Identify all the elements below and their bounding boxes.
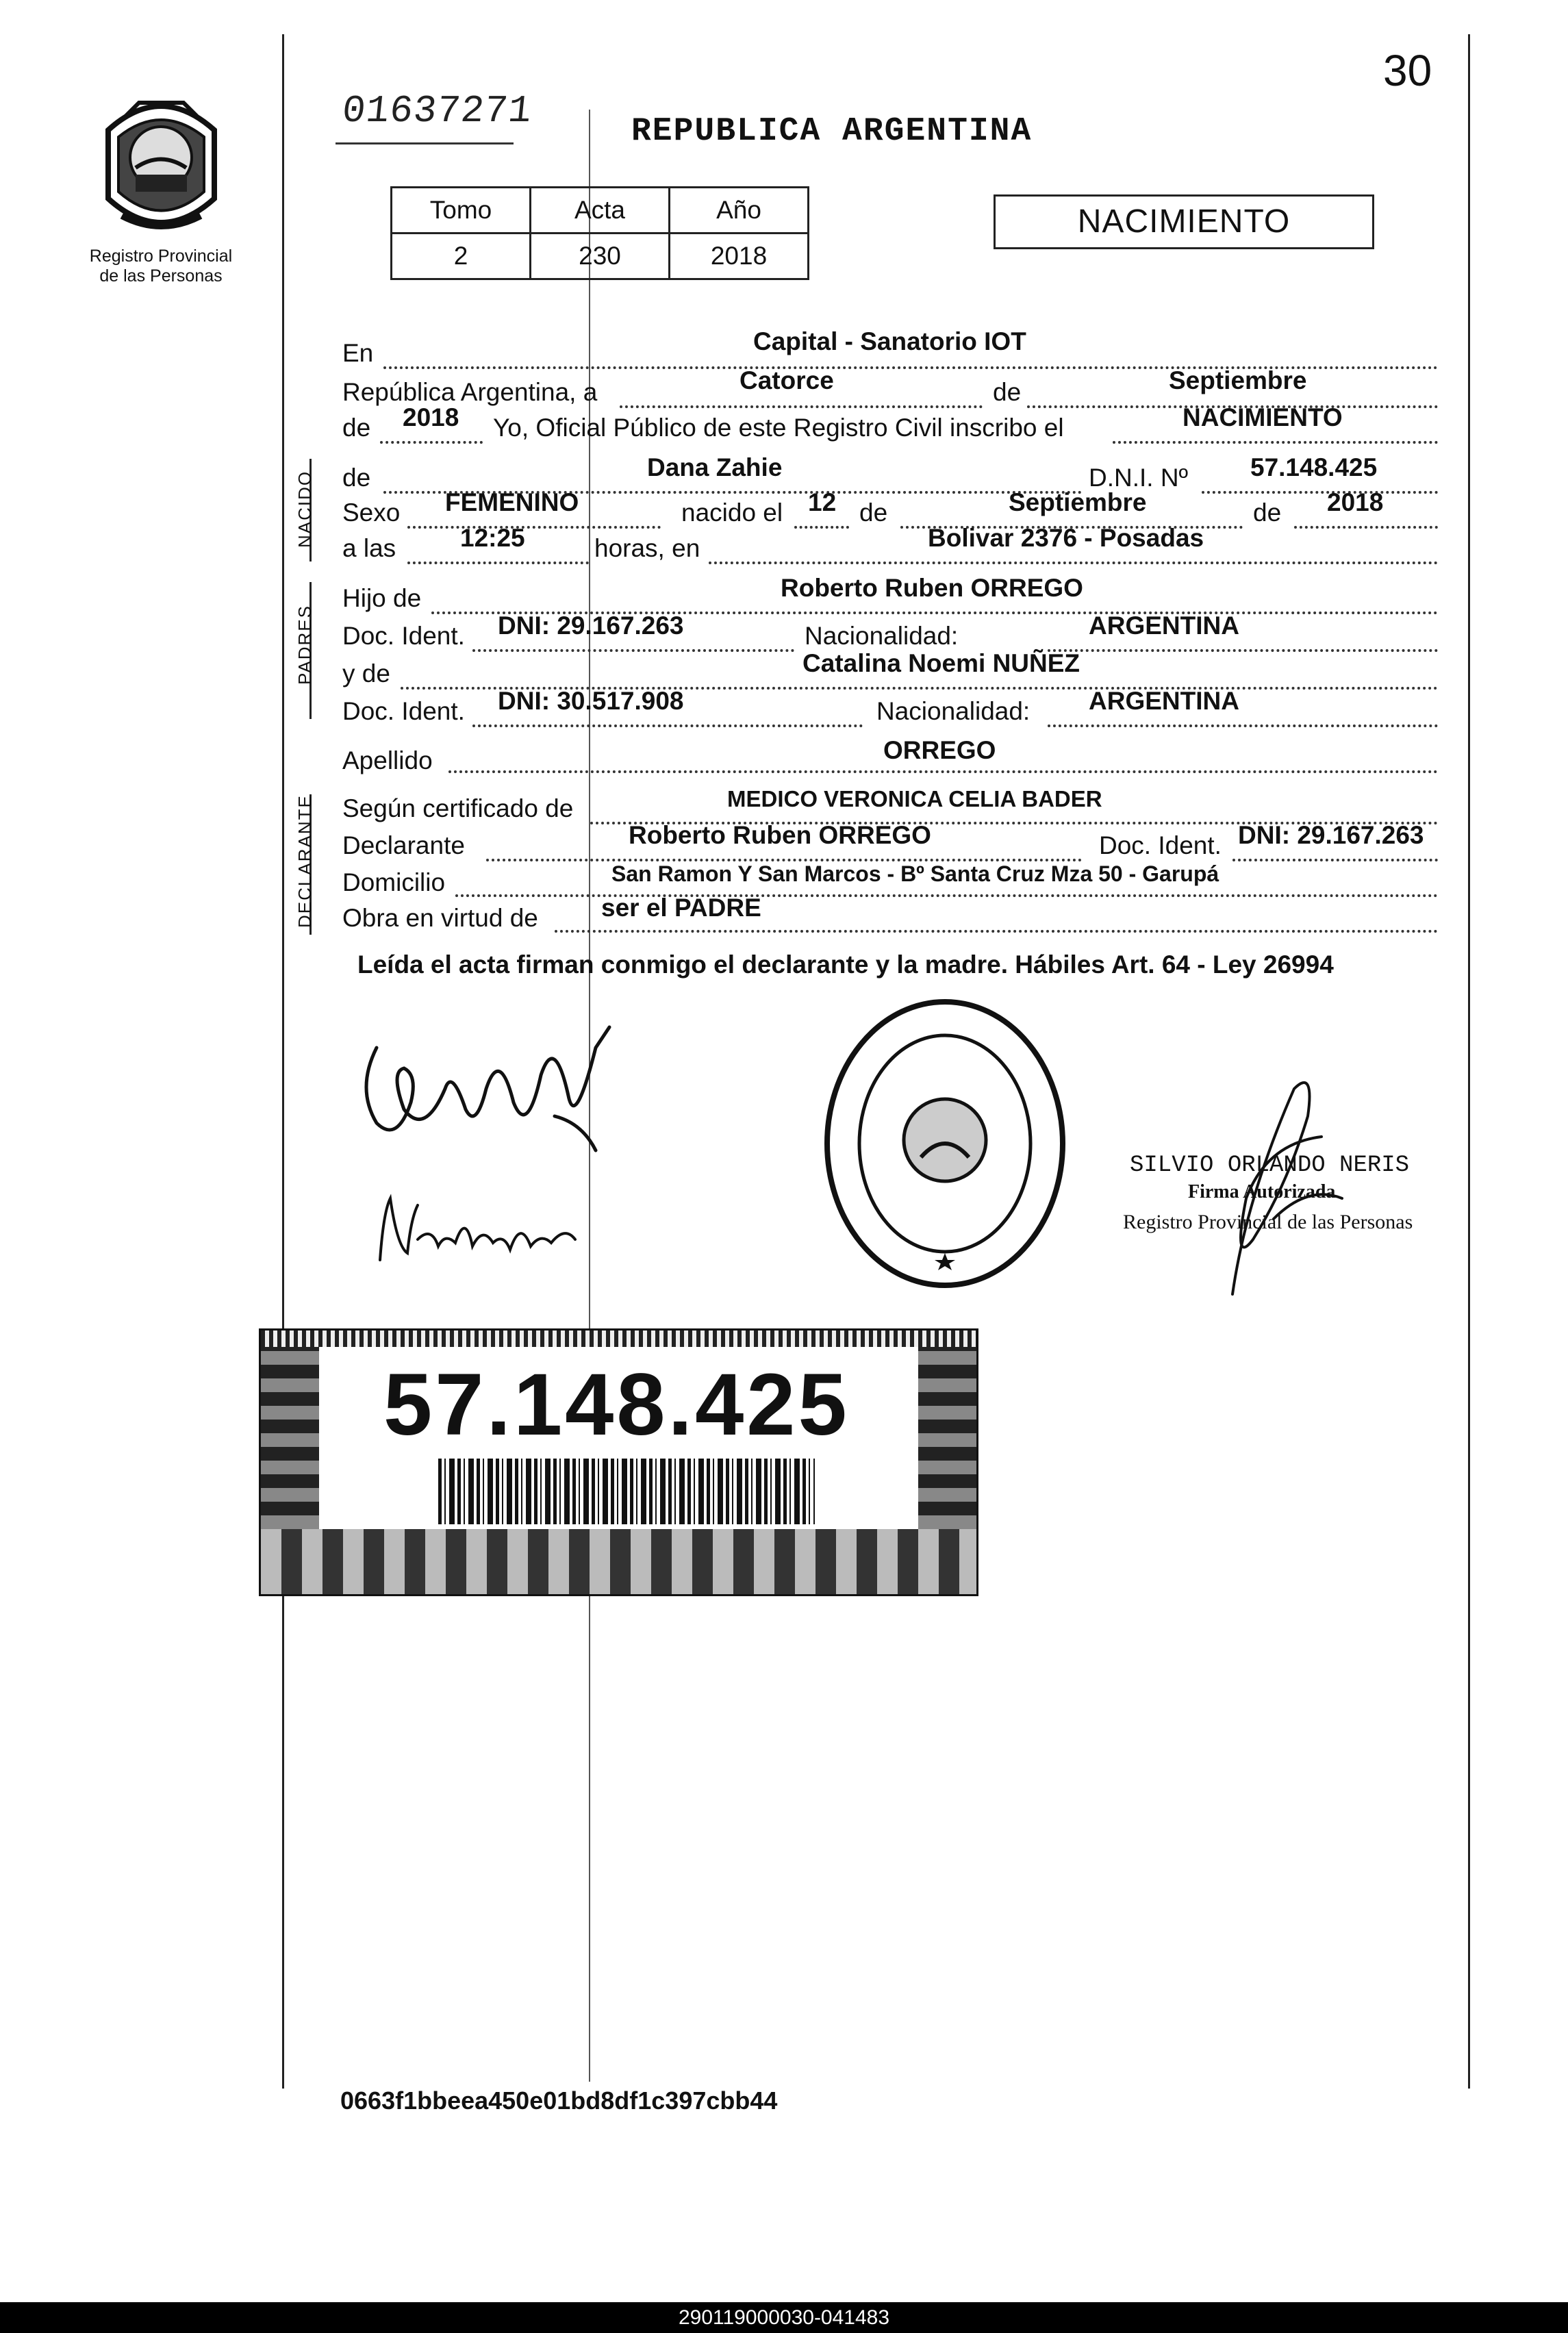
right-margin-line	[1468, 34, 1470, 2089]
dotted-line	[407, 562, 589, 564]
document-title: REPUBLICA ARGENTINA	[631, 113, 1033, 150]
value-acta: 230	[531, 234, 670, 279]
serial-underline	[336, 142, 514, 144]
en-value: Capital - Sanatorio IOT	[753, 327, 1026, 355]
barcode	[438, 1459, 815, 1524]
doc-label-father: Doc. Ident.	[342, 622, 465, 650]
month-value: Septiembre	[1169, 366, 1307, 394]
dotted-line	[1048, 649, 1438, 652]
page-number: 30	[1383, 46, 1432, 95]
section-label-declarante: DECLARANTE	[294, 794, 315, 928]
closing-statement: Leída el acta firman conmigo el declarante y la madre. Hábiles Art. 64 - Ley 26994	[357, 950, 1334, 979]
province-seal-logo	[88, 89, 235, 240]
birth-year: 2018	[1327, 488, 1384, 516]
nac-label-father: Nacionalidad:	[805, 622, 959, 650]
dom-value: San Ramon Y San Marcos - Bº Santa Cruz Mza 50 - Garupá	[611, 861, 1219, 886]
sticker-pattern-bottom	[261, 1529, 976, 1594]
serial-number: 01637271	[340, 89, 535, 133]
yde-label: y de	[342, 659, 390, 688]
header-acta: Acta	[531, 188, 670, 234]
alas-label: a las	[342, 534, 396, 562]
value-anio: 2018	[670, 234, 809, 279]
dotted-line	[620, 405, 983, 408]
dotted-line	[380, 441, 483, 444]
header-tomo: Tomo	[392, 188, 531, 234]
de-label-2: de	[859, 499, 888, 527]
dotted-line	[407, 526, 661, 529]
footer-code: 290119000030-041483	[0, 2302, 1568, 2333]
dotted-line	[555, 930, 1438, 933]
left-margin-line	[282, 34, 284, 2089]
cert-value: MEDICO VERONICA CELIA BADER	[727, 786, 1102, 811]
act-type-box: NACIMIENTO	[994, 194, 1374, 249]
day-value: Catorce	[739, 366, 834, 394]
decl-doc-value: DNI: 29.167.263	[1238, 821, 1424, 849]
father-doc: DNI: 29.167.263	[498, 611, 684, 640]
official-stamp	[818, 993, 1072, 1294]
declarant-signature	[349, 1007, 637, 1171]
de2-label: de	[342, 414, 371, 442]
signatory-role: Firma Autorizada	[1188, 1181, 1336, 1202]
header-anio: Año	[670, 188, 809, 234]
child-dni: 57.148.425	[1250, 453, 1378, 481]
yo-label: Yo, Oficial Público de este Registro Civil inscribo el	[493, 414, 1064, 442]
de-label: de	[993, 378, 1022, 406]
cert-label: Según certificado de	[342, 794, 574, 822]
nacido-el-label: nacido el	[681, 499, 783, 527]
dni-sticker-number: 57.148.425	[383, 1356, 850, 1454]
rep-label: República Argentina, a	[342, 378, 598, 406]
de-label-3: de	[1253, 499, 1282, 527]
horas-label: horas, en	[594, 534, 700, 562]
nac-label-mother: Nacionalidad:	[876, 697, 1030, 725]
mother-doc: DNI: 30.517.908	[498, 687, 684, 715]
dotted-line	[709, 562, 1438, 564]
obra-label: Obra en virtud de	[342, 904, 538, 932]
child-name: Dana Zahie	[647, 453, 783, 481]
dotted-line	[1232, 859, 1438, 861]
document-hash: 0663f1bbeea450e01bd8df1c397cbb44	[340, 2086, 778, 2115]
dotted-line	[1113, 441, 1438, 444]
hijo-label: Hijo de	[342, 584, 422, 612]
dotted-line	[472, 724, 863, 727]
sexo-value: FEMENINO	[445, 488, 579, 516]
dotted-line	[794, 526, 849, 529]
decl-label: Declarante	[342, 831, 465, 859]
father-nationality: ARGENTINA	[1089, 611, 1239, 640]
birth-place: Bolivar 2376 - Posadas	[928, 524, 1204, 552]
section-label-padres: PADRES	[294, 605, 315, 685]
birth-day: 12	[808, 488, 837, 516]
section-label-nacido: NACIDO	[294, 470, 315, 548]
sticker-pattern-right	[918, 1347, 976, 1529]
nacido-de-label: de	[342, 464, 371, 492]
dotted-line	[472, 649, 794, 652]
year-value: 2018	[403, 403, 459, 431]
dom-label: Domicilio	[342, 868, 446, 896]
birth-time: 12:25	[460, 524, 525, 552]
record-table	[390, 186, 809, 280]
apellido-value: ORREGO	[883, 736, 996, 764]
dni-label: D.N.I. Nº	[1089, 464, 1189, 492]
sexo-label: Sexo	[342, 499, 401, 527]
inscribe-value: NACIMIENTO	[1183, 403, 1343, 431]
dotted-line	[448, 770, 1438, 773]
decl-doc-label: Doc. Ident.	[1099, 831, 1222, 859]
birth-month: Septiembre	[1009, 488, 1147, 516]
dotted-line	[1294, 526, 1438, 529]
apellido-label: Apellido	[342, 746, 433, 774]
en-label: En	[342, 339, 374, 367]
doc-label-mother: Doc. Ident.	[342, 697, 465, 725]
mother-signature	[370, 1185, 589, 1281]
sticker-pattern-left	[261, 1347, 319, 1529]
sticker-pattern-top	[261, 1331, 976, 1347]
registry-label: Registro Provincial de las Personas	[89, 247, 233, 286]
dotted-line	[1202, 491, 1438, 494]
father-name: Roberto Ruben ORREGO	[781, 574, 1083, 602]
signatory-registry: Registro Provincial de las Personas	[1123, 1211, 1413, 1233]
decl-value: Roberto Ruben ORREGO	[629, 821, 931, 849]
obra-value: ser el PADRE	[601, 894, 761, 922]
mother-nationality: ARGENTINA	[1089, 687, 1239, 715]
signatory-name: SILVIO ORLANDO NERIS	[1130, 1152, 1410, 1178]
mother-name: Catalina Noemi NUÑEZ	[802, 649, 1080, 677]
dotted-line	[1048, 724, 1438, 727]
value-tomo: 2	[392, 234, 531, 279]
